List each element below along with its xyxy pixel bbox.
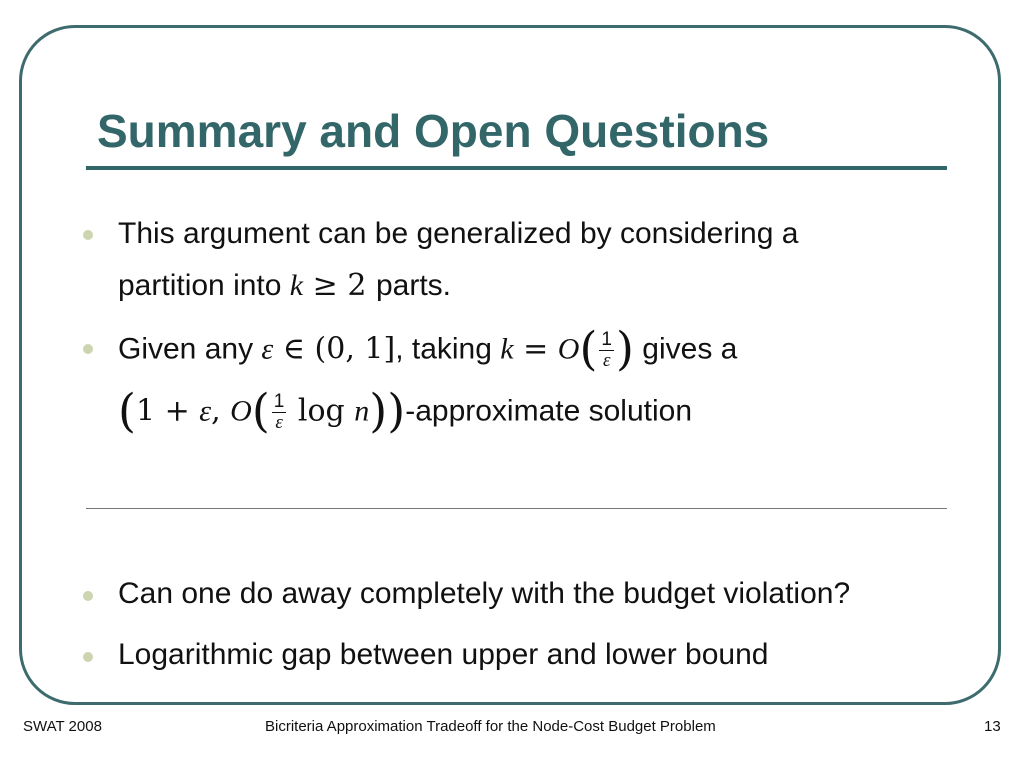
math-one-plus: 1 + <box>135 393 200 429</box>
approx-solution-text: -approximate solution <box>405 394 693 428</box>
title-underline <box>86 166 947 170</box>
given-any-text: Given any <box>118 332 262 366</box>
bullet-2-line-1 <box>118 321 738 376</box>
math-comma: , <box>211 393 231 429</box>
math-interval: ∈ (0, 1] <box>273 331 396 367</box>
math-big-o: O <box>557 332 580 366</box>
bullet-2-line-2 <box>118 383 693 438</box>
math-big-o-2: O <box>230 394 252 428</box>
math-epsilon-2: ε <box>199 394 212 428</box>
footer-conference: SWAT 2008 <box>23 718 102 735</box>
big-paren-close: ) <box>387 383 406 438</box>
math-equals: = <box>513 331 558 367</box>
bullet-dot-1 <box>83 230 93 240</box>
bullet-dot-2 <box>83 344 93 354</box>
paren-open: ( <box>579 321 598 376</box>
paren-close-2: ) <box>369 383 388 438</box>
math-geq-2: ≥ 2 <box>303 268 376 303</box>
paren-close: ) <box>616 321 634 376</box>
slide-title: Summary and Open Questions <box>97 105 770 157</box>
bullet-4-text: Logarithmic gap between upper and lower bound <box>118 638 769 671</box>
math-k: k <box>289 269 304 302</box>
math-log: log <box>288 393 355 429</box>
math-n: n <box>354 394 370 428</box>
gives-a-text: gives a <box>633 332 738 366</box>
fraction-one-over-epsilon: $\frac{1}{\varepsilon}$ <box>601 329 612 371</box>
footer-page-number: 13 <box>984 718 1001 735</box>
footer-talk-title: Bicriteria Approximation Tradeoff for the Node-Cost Budget Problem <box>265 718 716 735</box>
bullet-1-line-2 <box>118 268 451 304</box>
bullet-1-line-1: This argument can be generalized by considering a <box>118 217 799 250</box>
section-divider <box>86 508 947 509</box>
math-k2: k <box>500 332 514 366</box>
fraction-one-over-epsilon-2: $\frac{1}{\varepsilon}$ <box>273 391 285 433</box>
paren-open-2: ( <box>251 383 270 438</box>
big-paren-open: ( <box>118 383 136 438</box>
bullet-dot-4 <box>83 652 93 662</box>
bullet-3-text: Can one do away completely with the budget violation? <box>118 577 851 610</box>
bullet-dot-3 <box>83 591 93 601</box>
taking-text: , taking <box>395 332 501 366</box>
bullet-1-text: partition into <box>118 269 290 302</box>
bullet-1-text-end: parts. <box>375 269 451 302</box>
math-epsilon: ε <box>261 332 274 366</box>
